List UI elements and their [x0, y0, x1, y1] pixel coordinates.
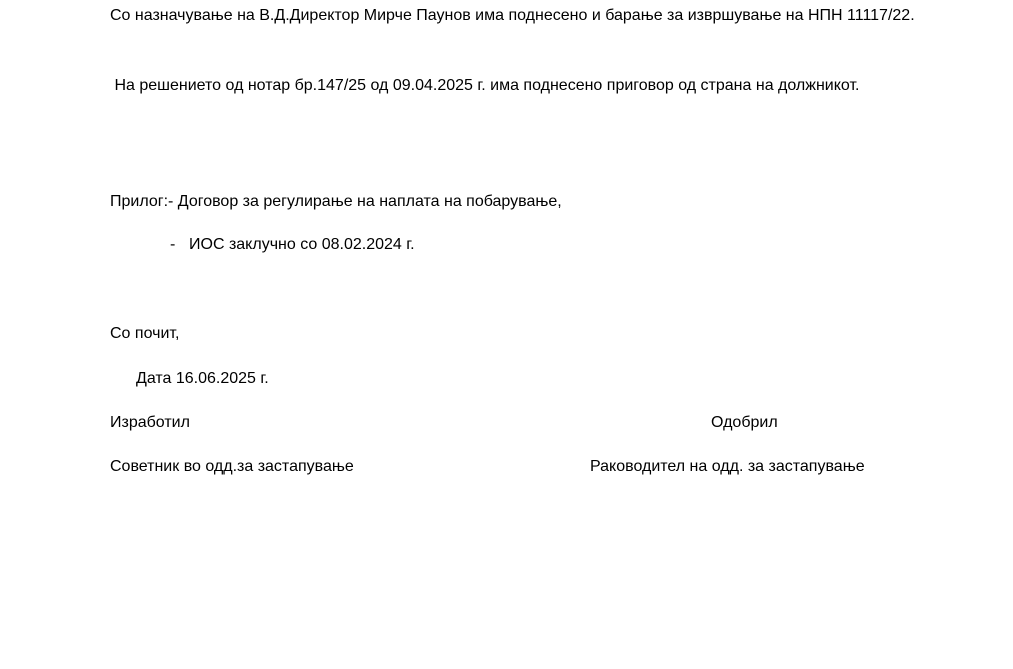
paragraph-appointment: Со назначување на В.Д.Директор Мирче Паунов има поднесено и барање за извршување на НПН 11117/22. [110, 7, 915, 24]
prepared-by-label: Изработил [110, 414, 190, 431]
date-line: Дата 16.06.2025 г. [136, 370, 269, 387]
closing-salutation: Со почит, [110, 325, 180, 342]
attachment-line: Прилог:- Договор за регулирање на наплата на побарување, [110, 193, 562, 210]
approved-by-role: Раководител на одд. за застапување [590, 458, 865, 475]
paragraph-objection: На решението од нотар бр.147/25 од 09.04.2025 г. има поднесено приговор од страна на должникот. [110, 77, 860, 94]
attachment-bullet-text: ИОС заклучно со 08.02.2024 г. [189, 236, 415, 253]
approved-by-label: Одобрил [711, 414, 778, 431]
attachment-bullet-marker: - [170, 236, 176, 253]
prepared-by-role: Советник во одд.за застапување [110, 458, 354, 475]
